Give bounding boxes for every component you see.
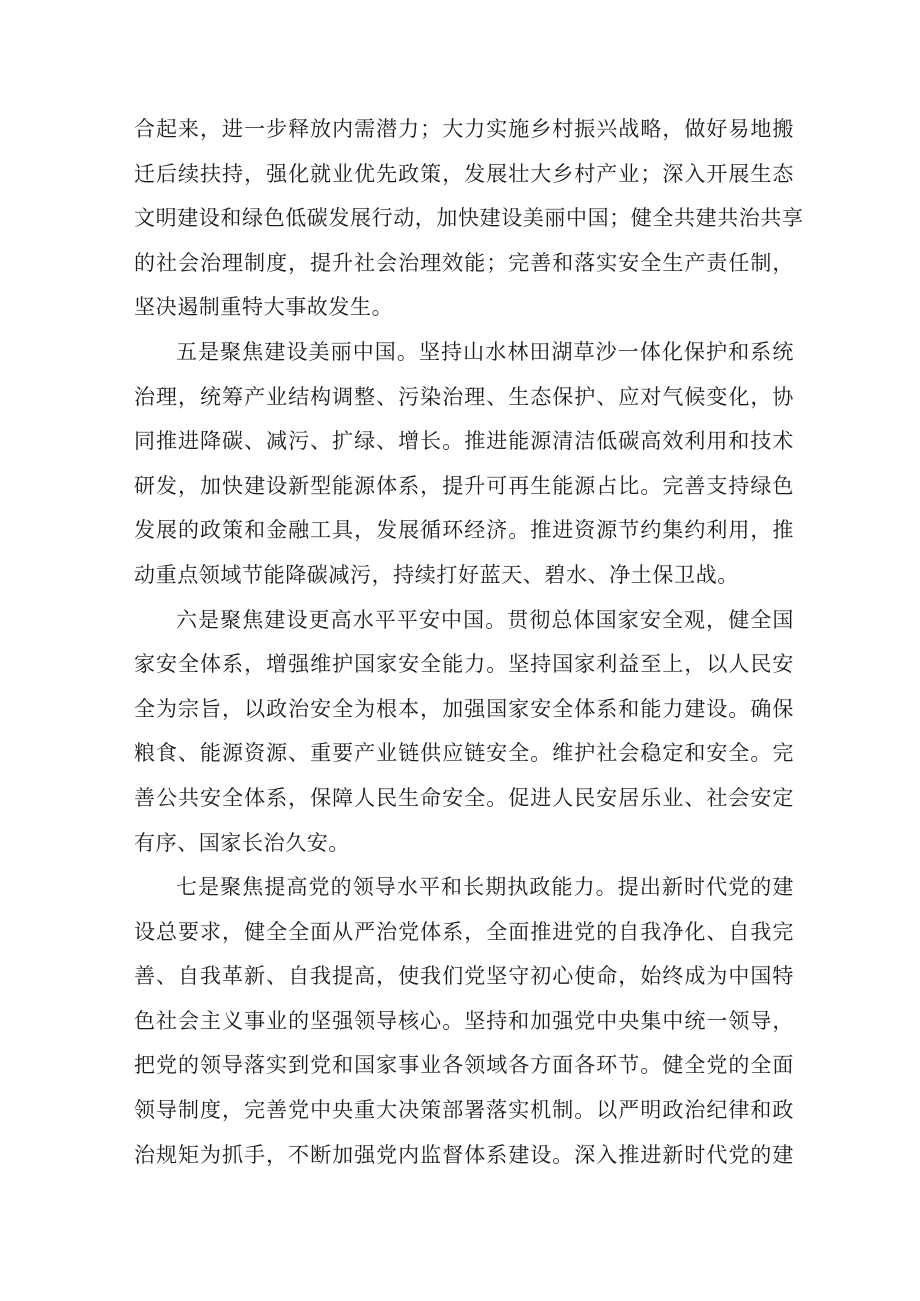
- text-line: 坚决遏制重特大事故发生。: [134, 295, 394, 320]
- text-line: 设总要求，健全全面从严治党体系，全面推进党的自我净化、自我完: [134, 919, 794, 944]
- text-line: 发展的政策和金融工具，发展循环经济。推进资源节约集约利用，推: [134, 518, 794, 543]
- text-line: 家安全体系，增强维护国家安全能力。坚持国家利益至上，以人民安: [134, 652, 794, 677]
- paragraph-safe-china: [134, 598, 794, 866]
- text-line: 治规矩为抓手，不断加强党内监督体系建设。深入推进新时代党的建: [134, 1142, 794, 1167]
- text-line: 文明建设和绿色低碳发展行动，加快建设美丽中国；健全共建共治共享: [134, 206, 804, 231]
- paragraph-beautiful-china: [134, 330, 794, 598]
- text-line: 的社会治理制度，提升社会治理效能；完善和落实安全生产责任制，: [134, 250, 794, 275]
- text-line: 领导制度，完善党中央重大决策部署落实机制。以严明政治纪律和政: [134, 1098, 794, 1123]
- text-line: 七是聚焦提高党的领导水平和长期执政能力。提出新时代党的建: [176, 875, 794, 900]
- text-line: 同推进降碳、减污、扩绿、增长。推进能源清洁低碳高效利用和技术: [134, 429, 794, 454]
- text-line: 研发，加快建设新型能源体系，提升可再生能源占比。完善支持绿色: [134, 473, 794, 498]
- text-line: 合起来，进一步释放内需潜力；大力实施乡村振兴战略，做好易地搬: [134, 117, 794, 141]
- text-line: 色社会主义事业的坚强领导核心。坚持和加强党中央集中统一领导，: [134, 1008, 794, 1033]
- text-line: 治理，统筹产业结构调整、污染治理、生态保护、应对气候变化，协: [134, 384, 794, 409]
- text-line: 动重点领域节能降碳减污，持续打好蓝天、碧水、净土保卫战。: [134, 562, 739, 587]
- text-line: 善、自我革新、自我提高，使我们党坚守初心使命，始终成为中国特: [134, 964, 794, 989]
- paragraph-party-leadership: [134, 865, 794, 1177]
- text-line: 全为宗旨，以政治安全为根本，加强国家安全体系和能力建设。确保: [134, 696, 794, 721]
- text-line: 把党的领导落实到党和国家事业各领域各方面各环节。健全党的全面: [134, 1053, 794, 1078]
- text-line: 有序、国家长治久安。: [134, 830, 350, 855]
- text-line: 五是聚焦建设美丽中国。坚持山水林田湖草沙一体化保护和系统: [176, 339, 794, 364]
- text-line: 善公共安全体系，保障人民生命安全。促进人民安居乐业、社会安定: [134, 785, 794, 810]
- text-line: 粮食、能源资源、重要产业链供应链安全。维护社会稳定和安全。完: [134, 741, 794, 766]
- text-line: 迁后续扶持，强化就业优先政策，发展壮大乡村产业；深入开展生态: [134, 161, 794, 186]
- paragraph-continuation: [134, 107, 804, 330]
- text-line: 六是聚焦建设更高水平平安中国。贯彻总体国家安全观，健全国: [176, 607, 794, 632]
- document-body: [134, 107, 804, 1177]
